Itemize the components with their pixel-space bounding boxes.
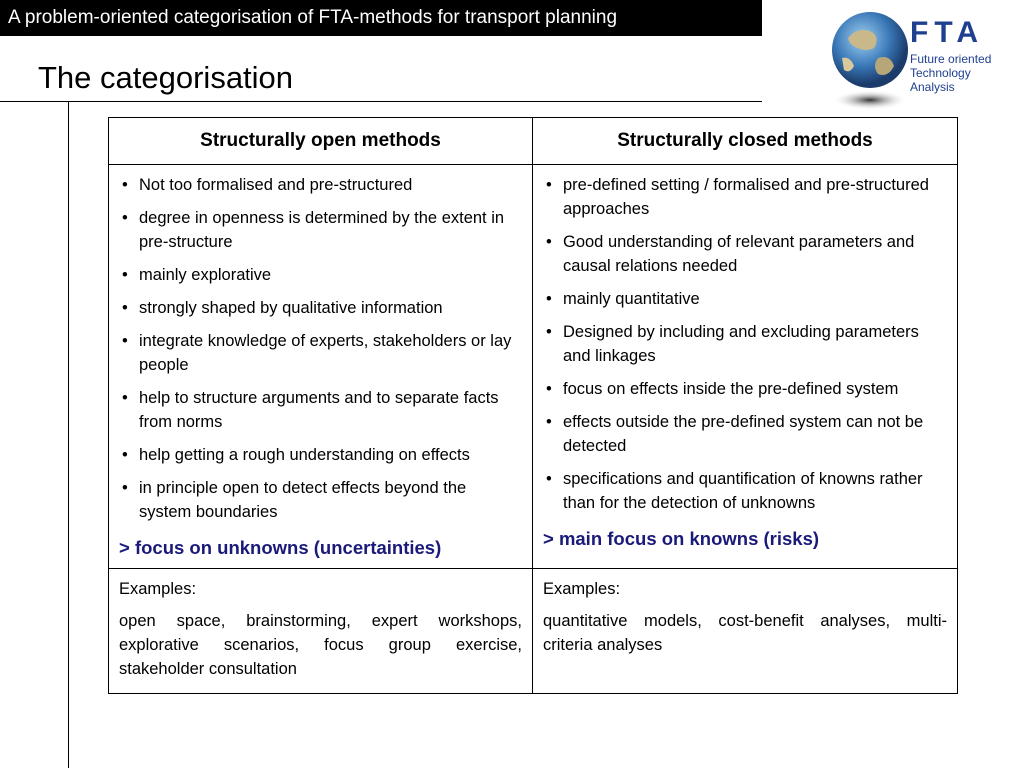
categorisation-table	[108, 117, 958, 694]
list-item: • help to structure arguments and to separate facts from norms	[119, 386, 522, 434]
open-examples-text: open space, brainstorming, expert workshops, explorative scenarios, focus group exercise, stakeholder consultation	[119, 612, 522, 678]
examples-label: Examples:	[543, 580, 621, 598]
column-header-open: Structurally open methods	[109, 118, 533, 165]
list-item: • in principle open to detect effects beyond the system boundaries	[119, 476, 522, 524]
logo-tagline-line: Analysis	[910, 80, 955, 94]
examples-row	[109, 569, 958, 694]
list-item: • Good understanding of relevant parameters and causal relations needed	[543, 230, 947, 278]
list-item: • focus on effects inside the pre-defined system	[543, 377, 947, 401]
list-item: • mainly quantitative	[543, 287, 947, 311]
table-header-row	[109, 118, 958, 165]
examples-label: Examples:	[119, 580, 197, 598]
title-banner: A problem-oriented categorisation of FTA-methods for transport planning	[0, 0, 762, 36]
logo-tagline	[910, 52, 1020, 94]
logo-tagline-line: Future oriented	[910, 52, 992, 66]
open-characteristics-cell	[109, 165, 533, 569]
list-item: • mainly explorative	[119, 263, 522, 287]
logo-acronym: FTA	[910, 16, 985, 49]
left-margin-line	[68, 101, 69, 768]
logo-tagline-line: Technology	[910, 66, 971, 80]
list-item: • Designed by including and excluding parameters and linkages	[543, 320, 947, 368]
list-item: • effects outside the pre-defined system can not be detected	[543, 410, 947, 458]
closed-bullet-list	[543, 173, 947, 515]
list-item: • Not too formalised and pre-structured	[119, 173, 522, 197]
list-item: • pre-defined setting / formalised and pre-structured approaches	[543, 173, 947, 221]
open-bullet-list	[119, 173, 522, 524]
closed-examples-cell	[533, 569, 958, 694]
characteristics-row	[109, 165, 958, 569]
closed-characteristics-cell	[533, 165, 958, 569]
open-examples-cell	[109, 569, 533, 694]
list-item: • specifications and quantification of knowns rather than for the detection of unknowns	[543, 467, 947, 515]
list-item: • degree in openness is determined by the extent in pre-structure	[119, 206, 522, 254]
page-title: The categorisation	[38, 60, 294, 95]
list-item: • strongly shaped by qualitative information	[119, 296, 522, 320]
title-underline	[0, 101, 762, 102]
open-focus-statement: > focus on unknowns (uncertainties)	[119, 537, 442, 558]
closed-focus-statement: > main focus on knowns (risks)	[543, 528, 820, 549]
column-header-closed: Structurally closed methods	[533, 118, 958, 165]
list-item: • integrate knowledge of experts, stakeholders or lay people	[119, 329, 522, 377]
list-item: • help getting a rough understanding on effects	[119, 443, 522, 467]
closed-examples-text: quantitative models, cost-benefit analyses, multi-criteria analyses	[543, 612, 947, 654]
